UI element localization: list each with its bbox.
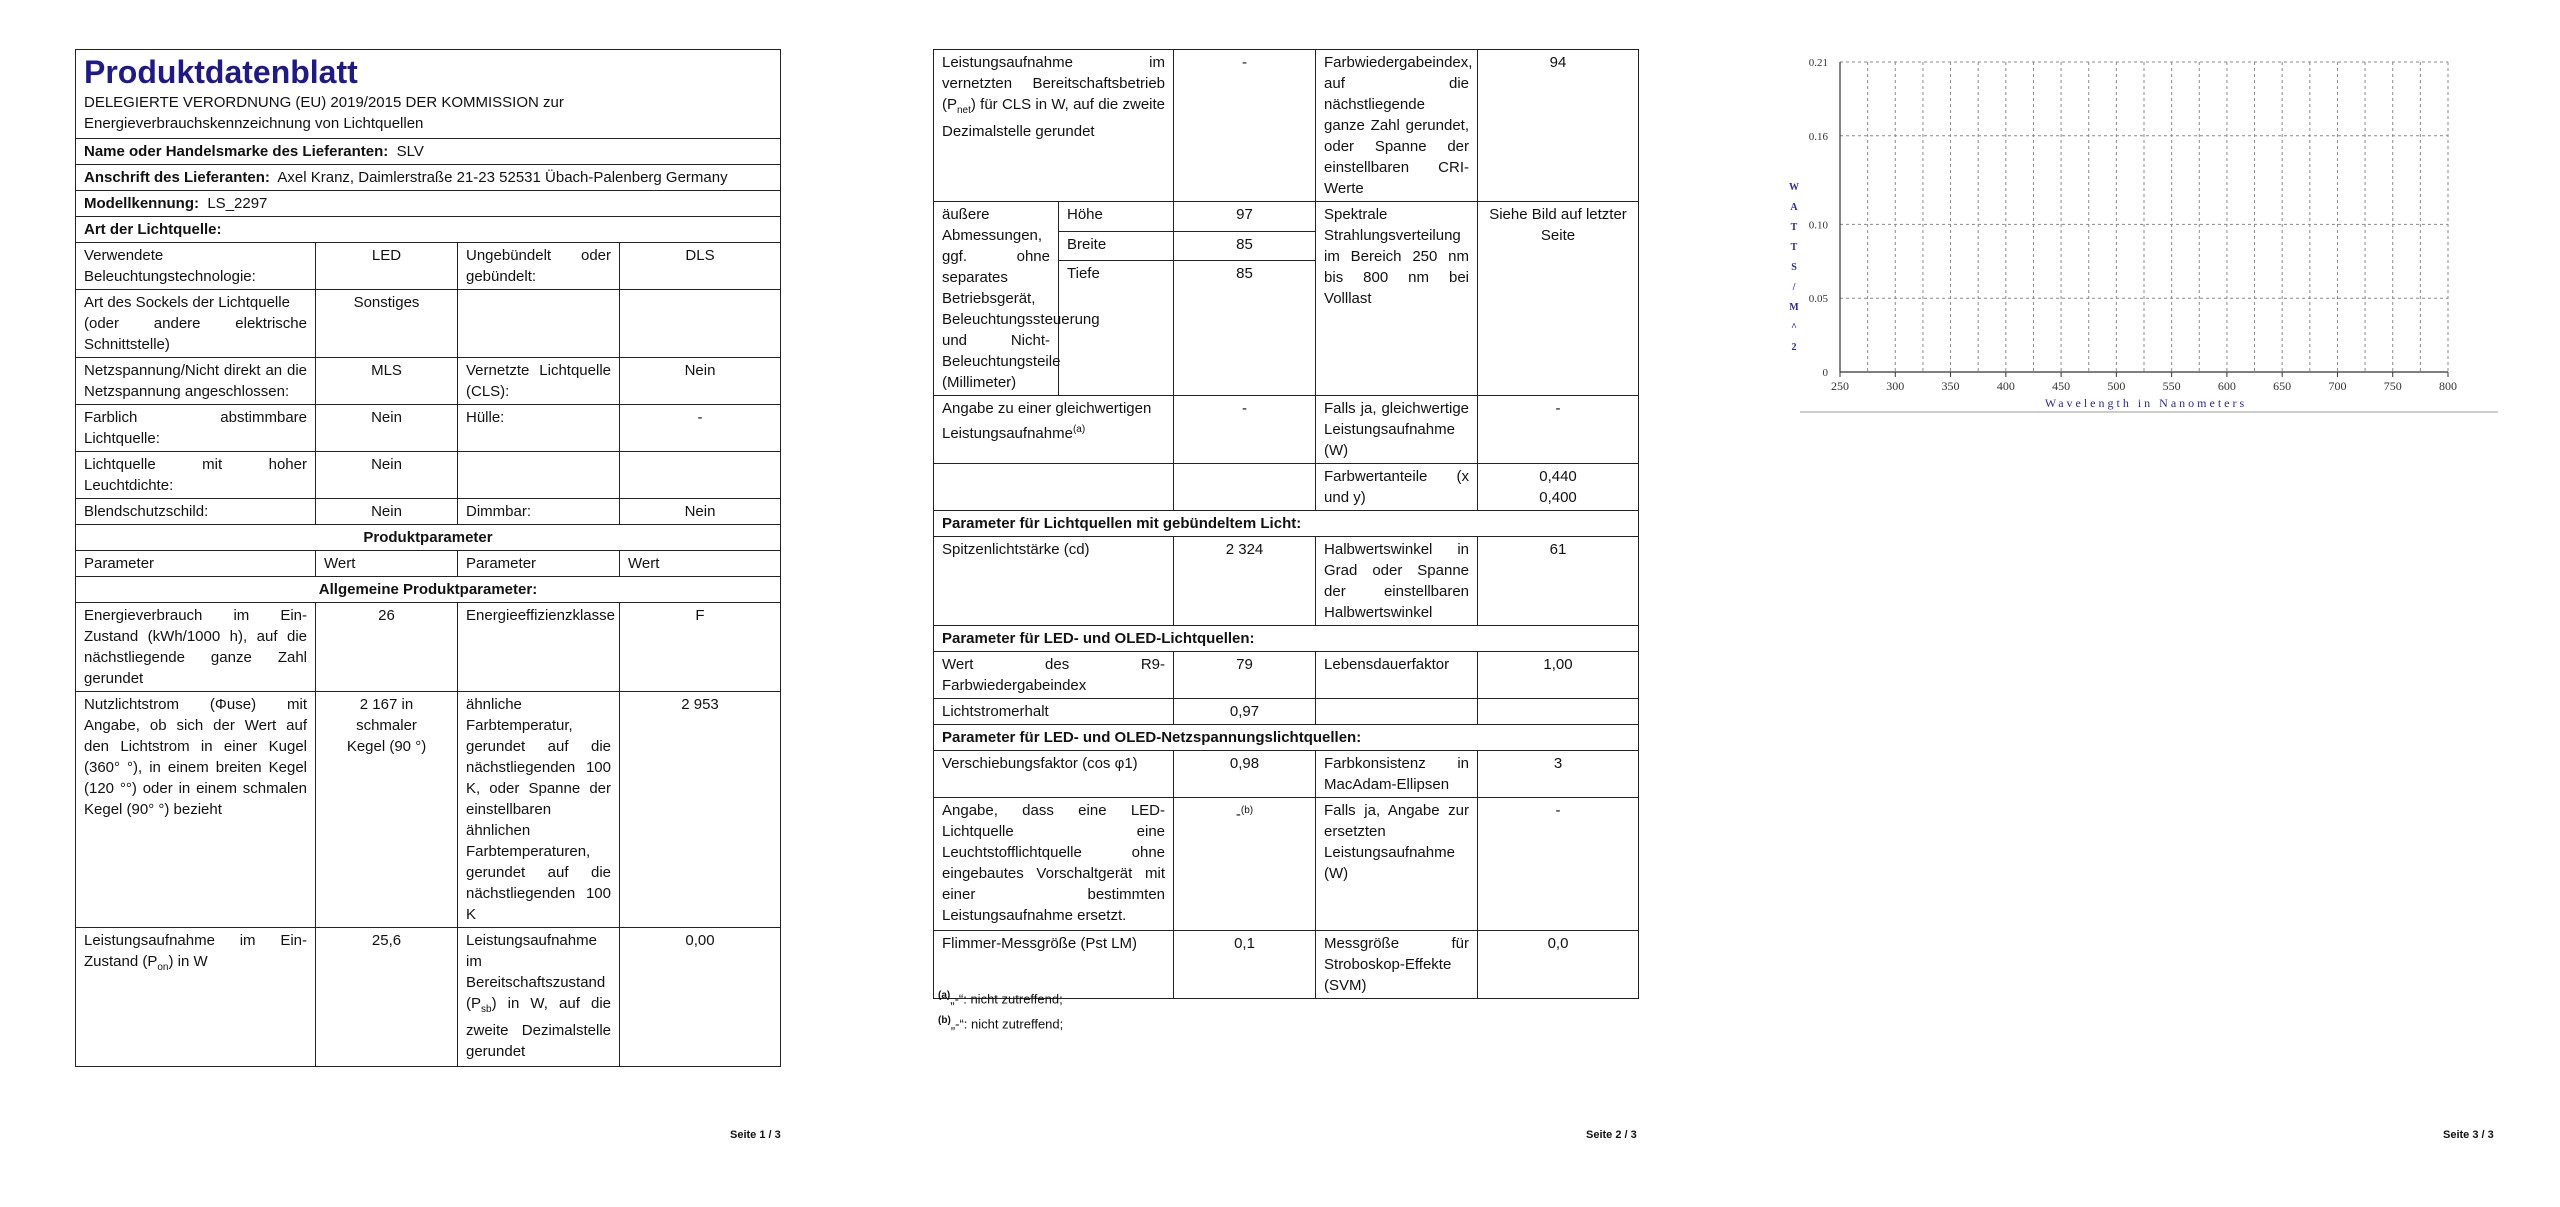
x-tick-label: 300: [1886, 379, 1905, 393]
y-tick-label: 0.16: [1808, 130, 1828, 143]
equiv-sup: (a): [1072, 424, 1086, 435]
y-axis-label-letter: A: [1790, 202, 1798, 213]
pnet-sub: net: [957, 105, 971, 116]
dimmable-value: Nein: [620, 499, 781, 525]
replaced-power-label: Falls ja, Angabe zur ersetzten Leistungsaufnahme (W): [1316, 798, 1478, 931]
address-label: Anschrift des Lieferanten:: [84, 169, 270, 186]
cap-value: Sonstiges: [316, 290, 458, 358]
y-axis-label-letter: T: [1790, 222, 1798, 233]
peak-intensity-value: 2 324: [1174, 537, 1316, 626]
depth-label: Tiefe: [1059, 261, 1174, 396]
x-tick-label: 700: [2328, 379, 2347, 393]
supplier-label: Name oder Handelsmarke des Lieferanten:: [84, 143, 389, 160]
svm-label: Messgröße für Stroboskop-Effekte (SVM): [1316, 931, 1478, 999]
psb-label-a: Leistungsaufnahme im Bereitschaftszustand (P: [466, 932, 606, 1012]
luminous-flux-value: 2 167 in schmaler Kegel (90 °): [316, 692, 458, 928]
luminous-flux-label: Nutzlichtstrom (Φuse) mit Angabe, ob sich der Wert auf den Lichtstrom in einer Kugel (360° °), in einem breiten Kegel (120 °°) oder in einem schmalen Kegel (90° °) bezieht: [76, 692, 316, 928]
tech-value: LED: [316, 243, 458, 290]
column-header-value-2: Wert: [620, 551, 781, 577]
beam-angle-label: Halbwertswinkel in Grad oder Spanne der einstellbaren Halbwertswinkel: [1316, 537, 1478, 626]
mains-led-parameters-heading: Parameter für LED- und OLED-Netzspannungslichtquellen:: [934, 725, 1639, 751]
y-axis-label-letter: 2: [1791, 342, 1797, 353]
psb-sub: sb: [481, 1004, 492, 1015]
cri-value: 94: [1478, 50, 1639, 202]
x-tick-label: 550: [2162, 379, 2181, 393]
cap-label: Art des Sockels der Lichtquelle: [84, 294, 290, 311]
replacement-claim-value: [1174, 798, 1316, 931]
glare-shield-value: Nein: [316, 499, 458, 525]
envelope-label: Hülle:: [458, 405, 620, 452]
pon-sub: on: [157, 962, 169, 973]
y-axis-label-letter: M: [1789, 302, 1799, 313]
footnote-a-mark: (a): [938, 990, 951, 1001]
x-tick-labels: [1831, 379, 2457, 393]
high-luminance-value: Nein: [316, 452, 458, 499]
equivalent-power-value: -: [1478, 396, 1639, 464]
led-parameters-heading: Parameter für LED- und OLED-Lichtquellen:: [934, 626, 1639, 652]
dimensions-label: äußere Abmessungen, ggf. ohne separates Betriebsgerät, Beleuchtungssteuerung und Nicht-Beleuchtungsteile (Millimeter): [934, 202, 1059, 396]
light-source-type-heading: Art der Lichtquelle:: [76, 217, 781, 243]
dls-parameters-heading: Parameter für Lichtquellen mit gebündeltem Licht:: [934, 511, 1639, 537]
depth-value: 85: [1174, 261, 1316, 396]
page-number-1: Seite 1 / 3: [730, 1129, 781, 1141]
energy-consumption-value: 26: [316, 603, 458, 692]
beam-angle-value: 61: [1478, 537, 1639, 626]
x-tick-label: 400: [1996, 379, 2015, 393]
cls-label: Vernetzte Lichtquelle (CLS):: [458, 358, 620, 405]
envelope-value: -: [620, 405, 781, 452]
high-luminance-label: Lichtquelle mit hoher Leuchtdichte:: [76, 452, 316, 499]
height-label: Höhe: [1059, 202, 1174, 232]
y-axis-label-letter: W: [1789, 182, 1799, 193]
column-header-parameter: Parameter: [76, 551, 316, 577]
y-axis-label-letter: T: [1790, 242, 1798, 253]
energy-consumption-label: Energieverbrauch im Ein-Zustand (kWh/1000 h), auf die nächstliegende ganze Zahl gerundet: [76, 603, 316, 692]
macadam-value: 3: [1478, 751, 1639, 798]
replaced-power-value: -: [1478, 798, 1639, 931]
datasheet-table-page-2: [933, 49, 1639, 999]
page-title: Produktdatenblatt: [84, 54, 358, 90]
energy-class-label: Energieeffizienzklasse: [458, 603, 620, 692]
x-tick-label: 350: [1941, 379, 1960, 393]
macadam-label: Farbkonsistenz in MacAdam-Ellipsen: [1316, 751, 1478, 798]
width-value: 85: [1174, 231, 1316, 261]
chart-grid: [1840, 62, 2448, 372]
column-header-value: Wert: [316, 551, 458, 577]
x-tick-label: 800: [2439, 379, 2457, 393]
address-value: Axel Kranz, Daimlerstraße 21-23 52531 Übach-Palenberg Germany: [277, 169, 728, 186]
r9-value: 79: [1174, 652, 1316, 699]
chromaticity-y-value: 0,400: [1539, 489, 1577, 506]
y-axis-label-letter: /: [1792, 282, 1796, 293]
model-label: Modellkennung:: [84, 195, 199, 212]
on-mode-power-label: [76, 928, 316, 1067]
footnote-b-text: „-“: nicht zutreffend;: [950, 1016, 1064, 1032]
power-factor-label: Verschiebungsfaktor (cos φ1): [934, 751, 1174, 798]
product-parameters-heading: Produktparameter: [76, 525, 781, 551]
page-1: [0, 0, 853, 1207]
dimmable-label: Dimmbar:: [458, 499, 620, 525]
equivalent-power-label: Falls ja, gleichwertige Leistungsaufnahme (W): [1316, 396, 1478, 464]
regulation-text: DELEGIERTE VERORDNUNG (EU) 2019/2015 DER KOMMISSION zur Energieverbrauchskennzeichnung von Lichtquellen: [84, 94, 564, 132]
y-axis-label-letter: ^: [1791, 322, 1797, 333]
y-tick-labels: [1809, 57, 1829, 379]
focus-value: DLS: [620, 243, 781, 290]
x-tick-label: 250: [1831, 379, 1849, 393]
flicker-value: 0,1: [1174, 931, 1316, 999]
footnote-b-mark: (b): [938, 1015, 951, 1026]
standby-power-label: [458, 928, 620, 1067]
on-mode-power-value: 25,6: [316, 928, 458, 1067]
r9-label: Wert des R9-Farbwiedergabeindex: [934, 652, 1174, 699]
spectral-distribution-label: Spektrale Strahlungsverteilung im Bereich 250 nm bis 800 nm bei Volllast: [1316, 202, 1478, 396]
spectral-distribution-chart: [1780, 50, 2502, 420]
pnet-label-b: ) für CLS in W, auf die zweite Dezimalstelle gerundet: [942, 96, 1166, 140]
page-number-2: Seite 2 / 3: [1586, 1129, 1637, 1141]
peak-intensity-label: Spitzenlichtstärke (cd): [934, 537, 1174, 626]
tech-label: Verwendete Beleuchtungstechnologie:: [76, 243, 316, 290]
pon-label-a: Leistungsaufnahme im Ein-Zustand (P: [84, 932, 307, 970]
tunable-value: Nein: [316, 405, 458, 452]
y-tick-label: 0.10: [1808, 219, 1828, 232]
x-axis-label: Wavelength in Nanometers: [2044, 396, 2248, 410]
height-value: 97: [1174, 202, 1316, 232]
tunable-label: Farblich abstimmbare Lichtquelle:: [76, 405, 316, 452]
standby-power-value: 0,00: [620, 928, 781, 1067]
mains-label: Netzspannung/Nicht direkt an die Netzspannung angeschlossen:: [76, 358, 316, 405]
survival-factor-label: Lebensdauerfaktor: [1316, 652, 1478, 699]
equiv-label-text: Angabe zu einer gleichwertigen Leistungsaufnahme: [942, 400, 1152, 442]
networked-standby-value: -: [1174, 50, 1316, 202]
model-value: LS_2297: [207, 195, 268, 212]
chromaticity-label: Farbwertanteile (x und y): [1316, 464, 1478, 511]
glare-shield-label: Blendschutzschild:: [76, 499, 316, 525]
datasheet-table-page-1: [75, 49, 781, 1067]
cls-value: Nein: [620, 358, 781, 405]
column-header-parameter-2: Parameter: [458, 551, 620, 577]
cri-label: Farbwiedergabeindex, auf die nächstliegende ganze Zahl gerundet, oder Spanne der einstellbaren CRI-Werte: [1316, 50, 1478, 202]
pnet-label-a: Leistungsaufnahme im vernetzten Bereitschaftsbetrieb (P: [942, 54, 1166, 113]
focus-label: Ungebündelt oder gebündelt:: [458, 243, 620, 290]
cct-value: 2 953: [620, 692, 781, 928]
x-tick-label: 750: [2383, 379, 2402, 393]
chart-axes: [1800, 62, 2498, 412]
cap-label-detail: (oder andere elektrische Schnittstelle): [84, 315, 307, 353]
power-factor-value: 0,98: [1174, 751, 1316, 798]
replace-sup: (b): [1240, 805, 1254, 816]
pon-label-b: ) in W: [168, 953, 208, 970]
y-axis-label: [1789, 182, 1799, 353]
x-tick-label: 650: [2273, 379, 2292, 393]
footnote-b: [938, 1015, 1063, 1031]
x-tick-label: 450: [2052, 379, 2071, 393]
y-tick-label: 0: [1822, 367, 1828, 379]
svm-value: 0,0: [1478, 931, 1639, 999]
chromaticity-x-value: 0,440: [1539, 468, 1577, 485]
networked-standby-label: [934, 50, 1174, 202]
equivalent-power-claim-label: [934, 396, 1174, 464]
y-tick-label: 0.05: [1808, 293, 1828, 306]
lumen-maintenance-label: Lichtstromerhalt: [934, 699, 1174, 725]
page-number-3: Seite 3 / 3: [2443, 1129, 2494, 1141]
psb-label-b: ) in W, auf die zweite Dezimalstelle gerundet: [466, 995, 611, 1060]
spectral-distribution-value: Siehe Bild auf letzter Seite: [1478, 202, 1639, 396]
supplier-value: SLV: [396, 143, 424, 160]
width-label: Breite: [1059, 231, 1174, 261]
energy-class-value: F: [620, 603, 781, 692]
y-tick-label: 0.21: [1808, 57, 1828, 69]
equivalent-power-claim-value: -: [1174, 396, 1316, 464]
survival-factor-value: 1,00: [1478, 652, 1639, 699]
replacement-claim-label: Angabe, dass eine LED-Lichtquelle eine Leuchtstofflichtquelle ohne eingebautes Vorschaltgerät mit einer bestimmten Leistungsaufnahme ersetzt.: [934, 798, 1174, 931]
mains-value: MLS: [316, 358, 458, 405]
x-tick-label: 600: [2217, 379, 2236, 393]
footnote-a: [938, 990, 1063, 1006]
replace-value-text: -: [1235, 806, 1241, 823]
y-axis-label-letter: S: [1791, 262, 1797, 273]
cct-label: ähnliche Farbtemperatur, gerundet auf die nächstliegenden 100 K, oder Spanne der einstellbaren ähnlichen Farbtemperaturen, gerundet auf die nächstliegenden 100 K: [458, 692, 620, 928]
x-tick-label: 500: [2107, 379, 2126, 393]
general-parameters-heading: Allgemeine Produktparameter:: [76, 577, 781, 603]
flicker-label: Flimmer-Messgröße (Pst LM): [934, 931, 1174, 999]
footnote-a-text: „-“: nicht zutreffend;: [950, 991, 1063, 1007]
lumen-maintenance-value: 0,97: [1174, 699, 1316, 725]
